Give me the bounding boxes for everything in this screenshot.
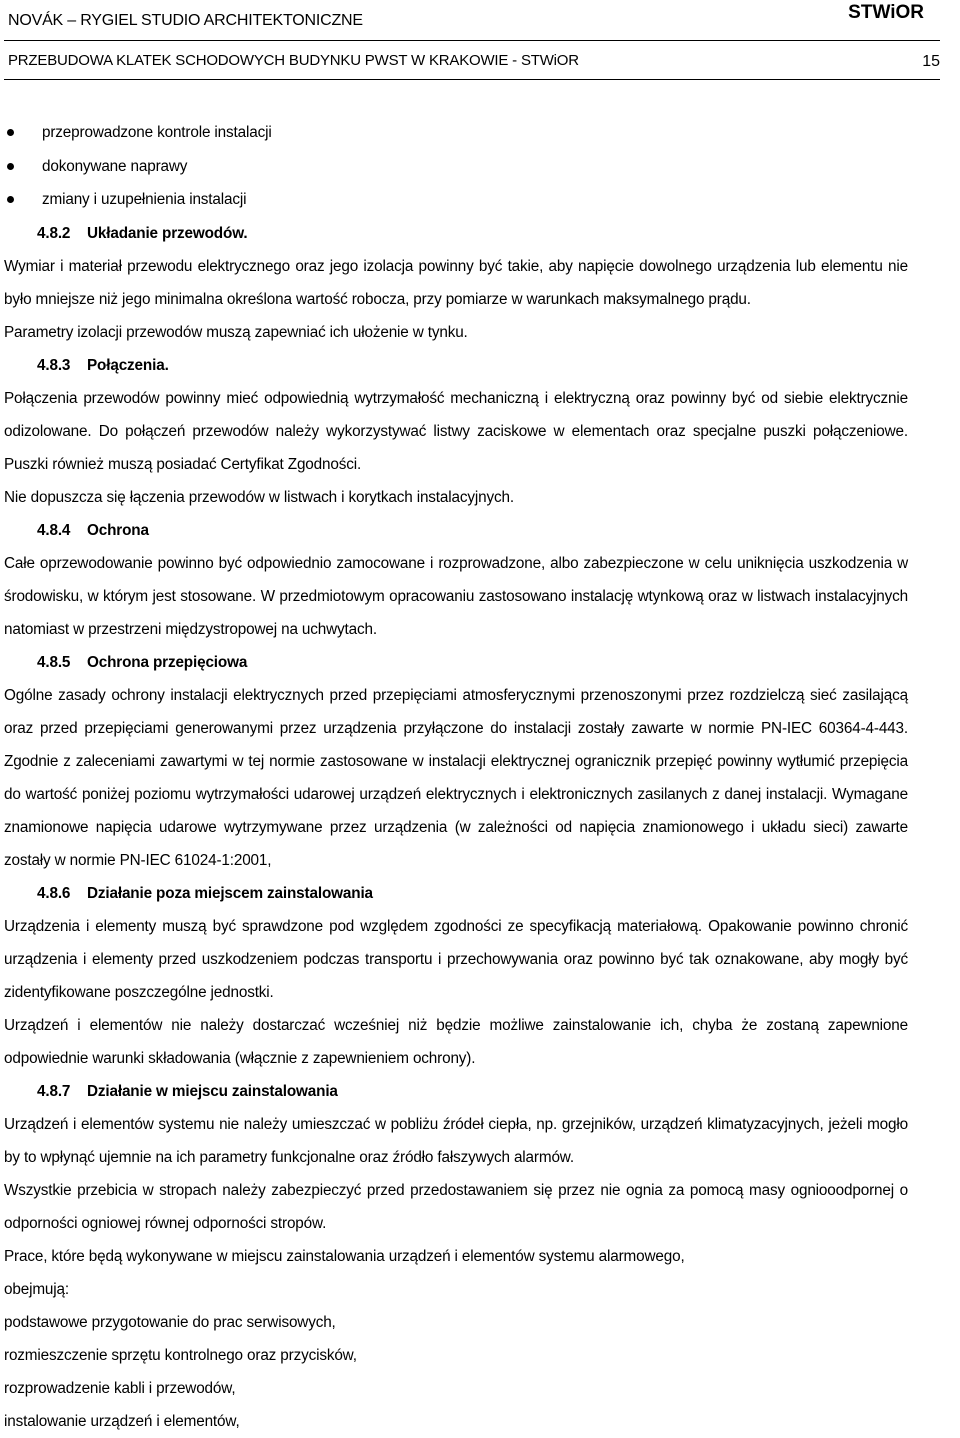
firm-name: NOVÁK – RYGIEL STUDIO ARCHITEKTONICZNE <box>8 12 363 29</box>
paragraph: Całe oprzewodowanie powinno być odpowiednio zamocowane i rozprowadzone, albo zabezpieczone w celu uniknięcia uszkodzenia w środowisku, w którym jest stosowane. W przedmiotowym opracowaniu zastosowano instalację wtynkową oraz w listwach instalacyjnych natomiast w przestrzeni międzystropowej na uchwytach. <box>4 554 908 638</box>
list-line: rozprowadzenie kabli i przewodów, <box>4 1379 236 1397</box>
header-row-project <box>4 41 940 80</box>
brand-logo-text: STWiOR <box>848 2 924 23</box>
paragraph: Wymiar i materiał przewodu elektrycznego oraz jego izolacja powinny być takie, aby napięcie dowolnego urządzenia lub elementu nie było mniejsze niż jego minimalna określona wartość robocza, przy pomiarze w warunkach maksymalnego prądu. <box>4 257 908 308</box>
list-item <box>4 150 908 184</box>
section-number: 4.8.7 <box>37 1082 71 1100</box>
bullet-icon <box>7 163 14 170</box>
paragraph: Urządzeń i elementów nie należy dostarczać wcześniej niż będzie możliwe zainstalowanie ich, chyba że zostaną zapewnione odpowiednie warunki składowania (włącznie z zapewnieniem ochrony). <box>4 1016 908 1067</box>
list-item <box>4 116 908 150</box>
list-line: podstawowe przygotowanie do prac serwisowych, <box>4 1313 336 1331</box>
section-title: Ochrona przepięciowa <box>87 653 248 671</box>
page-number: 15 <box>922 53 940 70</box>
section-number: 4.8.2 <box>37 224 71 242</box>
section-number: 4.8.4 <box>37 521 71 539</box>
section-title: Działanie w miejscu zainstalowania <box>87 1082 338 1100</box>
section-title: Połączenia. <box>87 356 169 374</box>
list-item <box>4 183 908 217</box>
document-body <box>4 116 908 1438</box>
bullet-icon <box>7 129 14 136</box>
section-title: Ochrona <box>87 521 149 539</box>
section-title: Działanie poza miejscem zainstalowania <box>87 884 373 902</box>
section-heading-4-8-4 <box>37 514 908 547</box>
bullet-list <box>4 116 908 217</box>
paragraph: Nie dopuszcza się łączenia przewodów w listwach i korytkach instalacyjnych. <box>4 488 514 506</box>
list-item-text: dokonywane naprawy <box>42 157 188 175</box>
paragraph: Połączenia przewodów powinny mieć odpowiednią wytrzymałość mechaniczną i elektryczną oraz powinny być od siebie elektrycznie odizolowane. Do połączeń przewodów należy wykorzystywać listwy zaciskowe w elementach oraz specjalne puszki połączeniowe. Puszki również muszą posiadać Certyfikat Zgodności. <box>4 389 908 473</box>
section-number: 4.8.5 <box>37 653 71 671</box>
section-number: 4.8.3 <box>37 356 71 374</box>
section-heading-4-8-5 <box>37 646 908 679</box>
project-title: PRZEBUDOWA KLATEK SCHODOWYCH BUDYNKU PWST W KRAKOWIE - STWiOR <box>8 52 579 69</box>
list-line: instalowanie urządzeń i elementów, <box>4 1412 240 1430</box>
section-heading-4-8-2 <box>37 217 908 250</box>
list-item-text: zmiany i uzupełnienia instalacji <box>42 191 247 208</box>
paragraph: obejmują: <box>4 1280 69 1298</box>
paragraph: Urządzenia i elementy muszą być sprawdzone pod względem zgodności ze specyfikacją materiałową. Opakowanie powinno chronić urządzenia i elementy przed uszkodzeniem podczas transportu i przechowywania oraz powinno być tak oznakowane, aby mogły być zidentyfikowane poszczególne jednostki. <box>4 917 908 1001</box>
paragraph: Wszystkie przebicia w stropach należy zabezpieczyć przed przedostawaniem się przez nie ognia za pomocą masy ogniooodpornej o odporności ogniowej równej odporności stropów. <box>4 1181 908 1232</box>
paragraph: Ogólne zasady ochrony instalacji elektrycznych przed przepięciami atmosferycznymi przenoszonymi przez rozdzielczą sieć zasilającą oraz przed przepięciami generowanymi przez urządzenia przyłączone do instalacji zostały zawarte w normie PN-IEC 60364-4-443. Zgodnie z zaleceniami zawartymi w tej normie zastosowane w instalacji elektrycznej ogranicznik przepięć powinny wytłumić przepięcia do wartość poniżej poziomu wytrzymałości udarowej urządzeń elektrycznych i elektronicznych zasilanych z danej instalacji. Wymagane znamionowe napięcia udarowe wytrzymywane przez urządzenia (w zależności od napięcia znamionowego i układu sieci) zawarte zostały w normie PN-IEC 61024-1:2001, <box>4 686 908 869</box>
section-title: Układanie przewodów. <box>87 224 248 242</box>
section-heading-4-8-3 <box>37 349 908 382</box>
paragraph: Urządzeń i elementów systemu nie należy umieszczać w pobliżu źródeł ciepła, np. grzejników, urządzeń klimatyzacyjnych, jeżeli mogło by to wpłynąć ujemnie na ich parametry funkcjonalne oraz źródło fałszywych alarmów. <box>4 1115 908 1166</box>
paragraph: Parametry izolacji przewodów muszą zapewniać ich ułożenie w tynku. <box>4 323 468 341</box>
header-row-top <box>4 0 940 41</box>
section-heading-4-8-6 <box>37 877 908 910</box>
page-header <box>4 0 940 80</box>
list-item-text: przeprowadzone kontrole instalacji <box>42 124 272 141</box>
paragraph: Prace, które będą wykonywane w miejscu zainstalowania urządzeń i elementów systemu alarmowego, <box>4 1247 685 1265</box>
list-line: rozmieszczenie sprzętu kontrolnego oraz przycisków, <box>4 1346 357 1364</box>
section-number: 4.8.6 <box>37 884 71 902</box>
section-heading-4-8-7 <box>37 1075 908 1108</box>
bullet-icon <box>7 196 14 203</box>
